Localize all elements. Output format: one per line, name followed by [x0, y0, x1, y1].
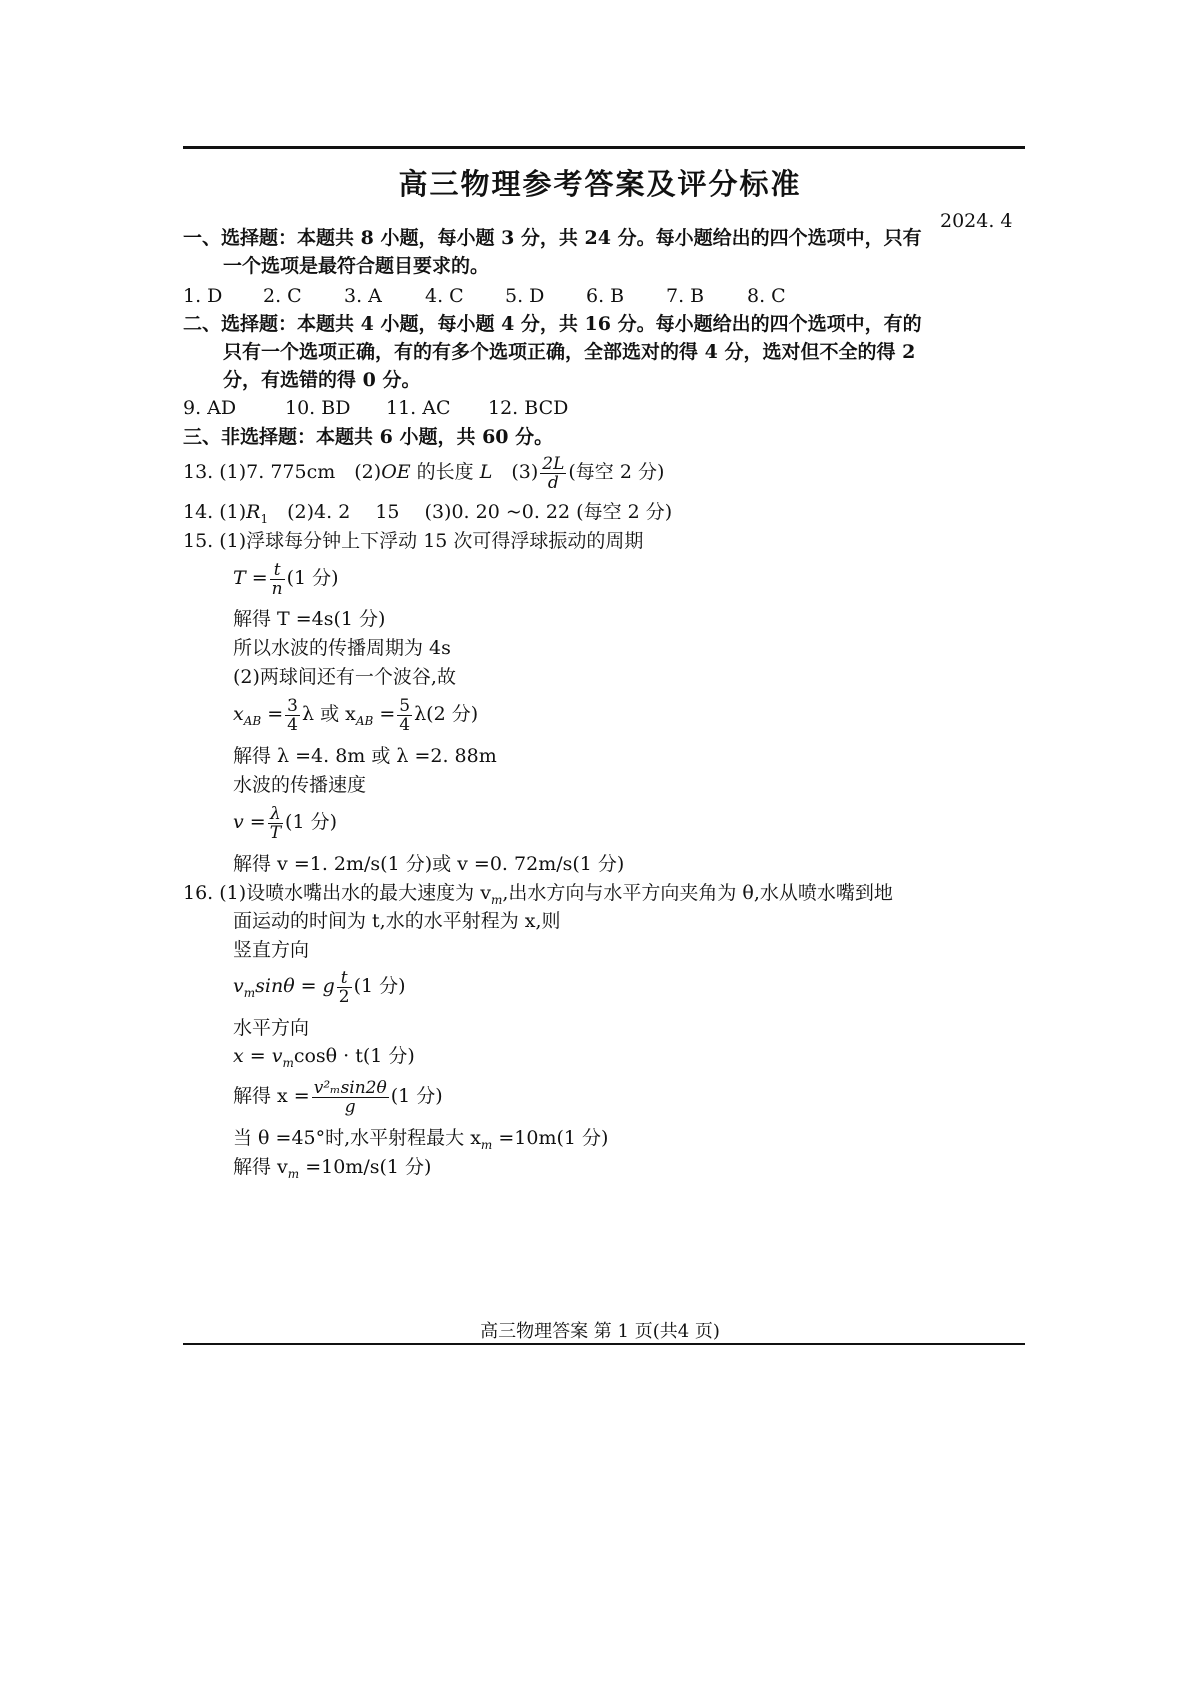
q15-t-eq: T = [233, 567, 268, 589]
answer-9: 9. AD [183, 397, 237, 419]
answer-5: 5. D [505, 285, 545, 307]
q15-line9 [233, 802, 337, 842]
q15-n1: 3 [287, 695, 298, 716]
q14-part-a: 14. (1) [183, 501, 247, 523]
q15-fraction-5-4 [397, 697, 412, 734]
q13-part-c: 的长度 [410, 461, 480, 483]
q15-fraction-3-4 [285, 697, 300, 734]
q15-line1: 15. (1)浮球每分钟上下浮动 15 次可得浮球振动的周期 [183, 530, 644, 552]
q15-x-sub: AB [243, 713, 262, 728]
q14-part-c: (2)4. 2 15 (3)0. 20 ~0. 22 (每空 2 分) [268, 501, 673, 523]
answer-6: 6. B [586, 285, 625, 307]
q15-num: t [270, 561, 285, 580]
q16-line8 [233, 1126, 608, 1157]
q13-answer [183, 452, 664, 492]
q15-v-eq: v = [233, 811, 266, 833]
answer-7: 7. B [666, 285, 705, 307]
q16-g: g [344, 1096, 356, 1117]
q16-line5: 水平方向 [233, 1017, 310, 1039]
q13-l: L [479, 461, 493, 483]
q15-score3: (1 分) [285, 811, 338, 833]
answer-2: 2. C [263, 285, 302, 307]
q16-vm-sub: m [287, 1166, 300, 1181]
q13-fraction [540, 455, 566, 492]
page-title: 高三物理参考答案及评分标准 [398, 167, 802, 201]
q14-r-sub: 1 [260, 511, 269, 526]
q16-range-num: v²ₘsin2θ [313, 1077, 387, 1098]
q14-answer [183, 500, 672, 531]
q15-x: x [233, 703, 244, 725]
q16-fraction-range [312, 1079, 389, 1116]
q16-solve-v: 解得 v [233, 1156, 288, 1178]
answer-8: 8. C [747, 285, 786, 307]
q16-two: 2 [338, 986, 350, 1007]
q15-lambda: λ [268, 805, 283, 824]
answer-1: 1. D [183, 285, 223, 307]
q16-t: t [337, 969, 352, 988]
q15-d1: 4 [287, 714, 298, 735]
answer-3: 3. A [344, 285, 382, 307]
q15-line8: 水波的传播速度 [233, 774, 367, 796]
q15-line6 [233, 694, 478, 741]
q16-line2: 面运动的时间为 t,水的水平射程为 x,则 [233, 910, 561, 932]
section1-heading-line1: 一、选择题：本题共 8 小题，每小题 3 分，共 24 分。每小题给出的四个选项中，只有 [183, 227, 922, 249]
q16-score2: (1 分) [390, 1085, 443, 1107]
section3-heading: 三、非选择题：本题共 6 小题，共 60 分。 [183, 426, 554, 448]
q15-line4: 所以水波的传播周期为 4s [233, 637, 451, 659]
q15-x-sub2: AB [355, 713, 374, 728]
q13-score: (每空 2 分) [568, 461, 665, 483]
q16-l1-sub: m [490, 892, 503, 907]
q16-line3: 竖直方向 [233, 939, 310, 961]
q15-line7: 解得 λ =4. 8m 或 λ =2. 88m [233, 745, 497, 767]
q16-x-sub: m [282, 1055, 294, 1070]
page-footer: 高三物理答案 第 1 页(共4 页) [480, 1321, 720, 1342]
q13-denominator: d [547, 472, 559, 493]
q16-line1 [183, 881, 893, 912]
q15-t: T [269, 822, 282, 843]
q15-line2 [233, 558, 339, 598]
q15-score2: λ(2 分) [414, 703, 479, 725]
q13-part-a: 13. (1)7. 775cm (2) [183, 461, 382, 483]
q13-numerator: 2L [542, 453, 565, 474]
q15-den: n [271, 578, 283, 599]
q13-part-e: (3) [492, 461, 539, 483]
q16-line7 [233, 1074, 443, 1118]
q16-fraction-t-2 [337, 969, 352, 1006]
q15-eq1: = [261, 703, 284, 725]
q15-line5: (2)两球间还有一个波谷,故 [233, 666, 456, 688]
q16-theta45: 当 θ =45°时,水平射程最大 x [233, 1127, 481, 1149]
q15-eq2: = [373, 703, 396, 725]
q15-fraction-t-n [270, 561, 285, 598]
section2-heading-line3: 分，有选错的得 0 分。 [223, 369, 421, 391]
answer-4: 4. C [425, 285, 464, 307]
answer-12: 12. BCD [488, 397, 569, 419]
q15-score1: (1 分) [286, 567, 339, 589]
q16-v-sub: m [243, 985, 256, 1000]
q15-d2: 4 [399, 714, 411, 735]
q15-line3: 解得 T =4s(1 分) [233, 608, 386, 630]
section2-heading-line2: 只有一个选项正确，有的有多个选项正确，全部选对的得 4 分，选对但不全的得 2 [223, 341, 916, 363]
q16-cos: cosθ · t(1 分) [293, 1045, 415, 1067]
section1-heading-line2: 一个选项是最符合题目要求的。 [223, 255, 490, 277]
q15-n2: 5 [399, 695, 411, 716]
q16-line9 [233, 1155, 431, 1186]
date-label: 2024. 4 [940, 210, 1013, 232]
bottom-rule [183, 1343, 1025, 1345]
q16-l1a: 16. (1)设喷水嘴出水的最大速度为 v [183, 882, 491, 904]
q14-r: R [246, 501, 261, 523]
q15-fraction-lambda-t [268, 805, 283, 842]
answer-10: 10. BD [285, 397, 351, 419]
q16-xm-sub: m [480, 1137, 493, 1152]
q16-line4 [233, 966, 406, 1013]
q13-oe: OE [381, 461, 411, 483]
q16-l1b: ,出水方向与水平方向夹角为 θ,水从喷水嘴到地 [502, 882, 893, 904]
answer-11: 11. AC [386, 397, 451, 419]
q16-v: v [233, 975, 244, 997]
top-rule [183, 146, 1025, 149]
q16-vm-val: =10m/s(1 分) [299, 1156, 432, 1178]
q16-xm-val: =10m(1 分) [492, 1127, 609, 1149]
q16-score1: (1 分) [353, 975, 406, 997]
q15-or: λ 或 x [302, 703, 356, 725]
q15-line10: 解得 v =1. 2m/s(1 分)或 v =0. 72m/s(1 分) [233, 853, 625, 875]
q16-sin-eq: sinθ = g [255, 975, 335, 997]
q16-line6 [233, 1044, 415, 1075]
section2-heading-line1: 二、选择题：本题共 4 小题，每小题 4 分，共 16 分。每小题给出的四个选项中，有的 [183, 313, 922, 335]
q16-solve-x: 解得 x = [233, 1085, 310, 1107]
q16-x-eq: x = v [233, 1045, 283, 1067]
